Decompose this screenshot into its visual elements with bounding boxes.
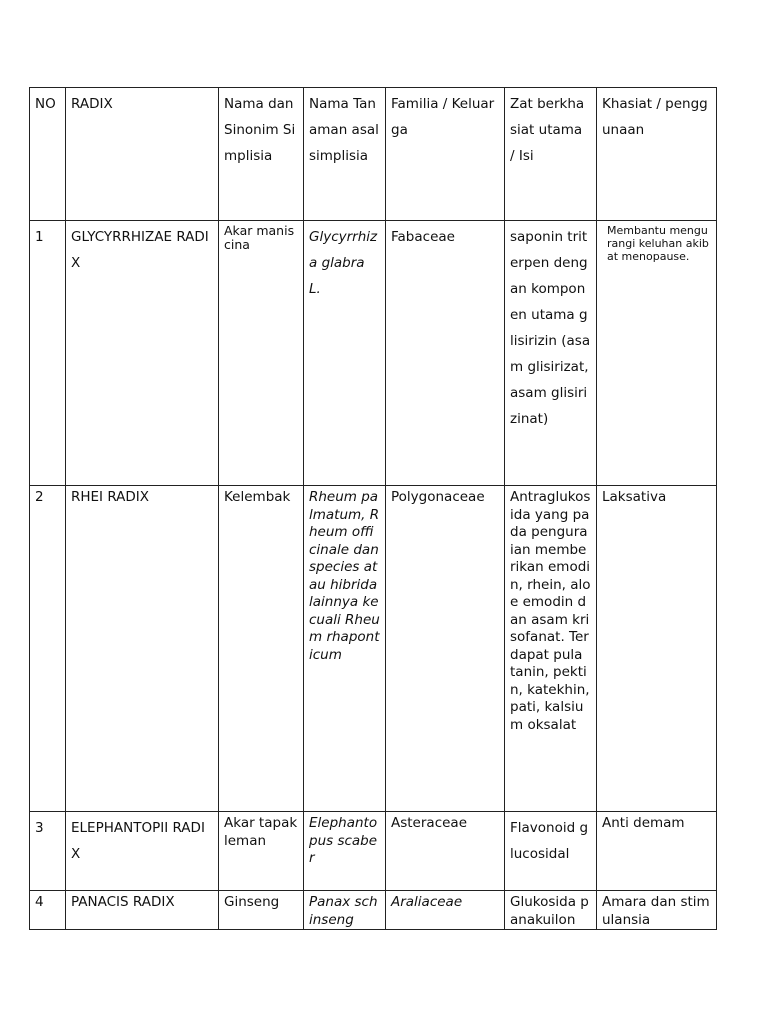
- header-radix: RADIX: [66, 88, 219, 221]
- cell-tanaman: Panax schinseng: [304, 891, 386, 930]
- header-tanaman: Nama Tanaman asal simplisia: [304, 88, 386, 221]
- cell-radix: PANACIS RADIX: [66, 891, 219, 930]
- cell-nama: Kelembak: [219, 486, 304, 812]
- cell-no: 1: [30, 221, 66, 486]
- header-familia: Familia / Keluarga: [386, 88, 505, 221]
- cell-familia: Fabaceae: [386, 221, 505, 486]
- cell-tanaman: Rheum palmatum, Rheum officinale dan species atau hibrida lainnya kecuali Rheum rhaponticum: [304, 486, 386, 812]
- cell-khasiat: Membantu mengurangi keluhan akibat menopause.: [597, 221, 717, 486]
- cell-khasiat: Amara dan stimulansia: [597, 891, 717, 930]
- cell-tanaman: Elephantopus scaber: [304, 812, 386, 891]
- cell-no: 3: [30, 812, 66, 891]
- table-row: [30, 221, 717, 486]
- cell-radix: RHEI RADIX: [66, 486, 219, 812]
- header-row: [30, 88, 717, 221]
- cell-nama: Akar manis cina: [219, 221, 304, 486]
- header-zat: Zat berkhasiat utama / Isi: [505, 88, 597, 221]
- cell-zat: Glukosida panakuilon: [505, 891, 597, 930]
- header-nama: Nama dan Sinonim Simplisia: [219, 88, 304, 221]
- cell-no: 2: [30, 486, 66, 812]
- cell-nama: Ginseng: [219, 891, 304, 930]
- table-row: [30, 486, 717, 812]
- cell-no: 4: [30, 891, 66, 930]
- radix-table: [29, 87, 717, 930]
- cell-radix: ELEPHANTOPII RADIX: [66, 812, 219, 891]
- cell-khasiat: Anti demam: [597, 812, 717, 891]
- cell-khasiat: Laksativa: [597, 486, 717, 812]
- cell-familia: Asteraceae: [386, 812, 505, 891]
- table-row: [30, 891, 717, 930]
- header-no: NO: [30, 88, 66, 221]
- cell-radix: GLYCYRRHIZAE RADIX: [66, 221, 219, 486]
- cell-familia: Araliaceae: [386, 891, 505, 930]
- cell-nama: Akar tapak leman: [219, 812, 304, 891]
- cell-tanaman: Glycyrrhiza glabra L.: [304, 221, 386, 486]
- cell-zat: Flavonoid glucosidal: [505, 812, 597, 891]
- header-khasiat: Khasiat / penggunaan: [597, 88, 717, 221]
- cell-zat: Antraglukosida yang pada penguraian memberikan emodin, rhein, aloe emodin dan asam krisofanat. Terdapat pula tanin, pektin, katekhin, pati, kalsium oksalat: [505, 486, 597, 812]
- cell-zat: saponin triterpen dengan komponen utama glisirizin (asam glisirizat, asam glisirizinat): [505, 221, 597, 486]
- table-row: [30, 812, 717, 891]
- cell-familia: Polygonaceae: [386, 486, 505, 812]
